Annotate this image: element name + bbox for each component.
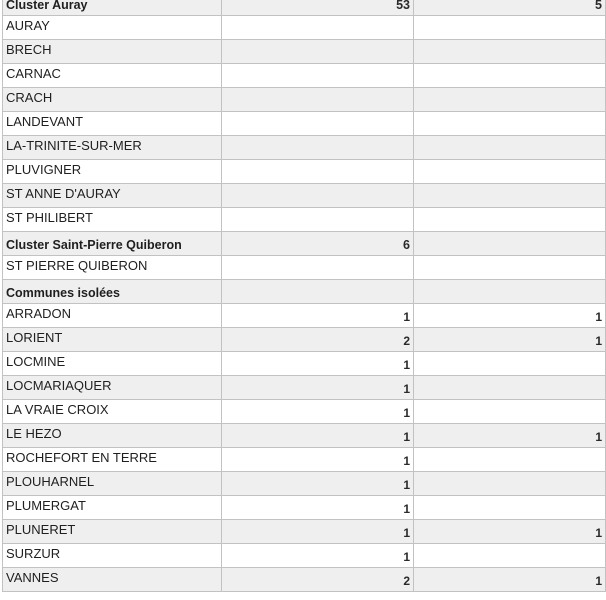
table-row bbox=[3, 40, 606, 64]
value-cell-2 bbox=[414, 544, 606, 568]
value-cell-2 bbox=[414, 160, 606, 184]
commune-name-cell: LORIENT bbox=[3, 328, 222, 352]
commune-name-cell: BRECH bbox=[3, 40, 222, 64]
value-cell-1 bbox=[222, 16, 414, 40]
commune-name-cell: LE HEZO bbox=[3, 424, 222, 448]
value-cell-1: 1 bbox=[222, 520, 414, 544]
group-name-cell: Cluster Auray bbox=[3, 0, 222, 16]
table-row bbox=[3, 424, 606, 448]
value-cell-2 bbox=[414, 352, 606, 376]
value-cell-2: 5 bbox=[414, 0, 606, 16]
group-header-row bbox=[3, 232, 606, 256]
table-row bbox=[3, 376, 606, 400]
value-cell-1: 6 bbox=[222, 232, 414, 256]
cluster-table bbox=[2, 0, 606, 592]
value-cell-2 bbox=[414, 16, 606, 40]
table-row bbox=[3, 208, 606, 232]
value-cell-2: 1 bbox=[414, 520, 606, 544]
value-cell-1: 1 bbox=[222, 544, 414, 568]
value-cell-1 bbox=[222, 256, 414, 280]
commune-name-cell: PLUVIGNER bbox=[3, 160, 222, 184]
commune-name-cell: CRACH bbox=[3, 88, 222, 112]
value-cell-1 bbox=[222, 40, 414, 64]
table-row bbox=[3, 496, 606, 520]
value-cell-1: 1 bbox=[222, 376, 414, 400]
value-cell-1: 1 bbox=[222, 400, 414, 424]
table-row bbox=[3, 16, 606, 40]
commune-name-cell: CARNAC bbox=[3, 64, 222, 88]
value-cell-2 bbox=[414, 208, 606, 232]
group-name-cell: Communes isolées bbox=[3, 280, 222, 304]
value-cell-2 bbox=[414, 232, 606, 256]
value-cell-2 bbox=[414, 88, 606, 112]
value-cell-2 bbox=[414, 448, 606, 472]
commune-name-cell: PLOUHARNEL bbox=[3, 472, 222, 496]
table-row bbox=[3, 304, 606, 328]
value-cell-2 bbox=[414, 136, 606, 160]
value-cell-2 bbox=[414, 112, 606, 136]
value-cell-1: 1 bbox=[222, 304, 414, 328]
value-cell-2 bbox=[414, 496, 606, 520]
value-cell-2 bbox=[414, 184, 606, 208]
value-cell-1 bbox=[222, 112, 414, 136]
value-cell-2: 1 bbox=[414, 304, 606, 328]
value-cell-1: 1 bbox=[222, 424, 414, 448]
commune-name-cell: PLUNERET bbox=[3, 520, 222, 544]
value-cell-1 bbox=[222, 184, 414, 208]
commune-name-cell: VANNES bbox=[3, 568, 222, 592]
table-row bbox=[3, 64, 606, 88]
value-cell-2 bbox=[414, 472, 606, 496]
value-cell-2 bbox=[414, 280, 606, 304]
value-cell-1: 2 bbox=[222, 328, 414, 352]
value-cell-1 bbox=[222, 160, 414, 184]
table-row bbox=[3, 136, 606, 160]
value-cell-1: 53 bbox=[222, 0, 414, 16]
commune-name-cell: ROCHEFORT EN TERRE bbox=[3, 448, 222, 472]
commune-name-cell: ARRADON bbox=[3, 304, 222, 328]
table-row bbox=[3, 160, 606, 184]
value-cell-1 bbox=[222, 64, 414, 88]
table-row bbox=[3, 520, 606, 544]
group-header-row bbox=[3, 280, 606, 304]
value-cell-2: 1 bbox=[414, 568, 606, 592]
table-row bbox=[3, 472, 606, 496]
table-row bbox=[3, 352, 606, 376]
value-cell-1: 1 bbox=[222, 448, 414, 472]
table-row bbox=[3, 400, 606, 424]
value-cell-2 bbox=[414, 256, 606, 280]
table-row bbox=[3, 112, 606, 136]
commune-name-cell: ST PHILIBERT bbox=[3, 208, 222, 232]
table-row bbox=[3, 544, 606, 568]
cluster-table-body bbox=[3, 0, 606, 592]
value-cell-1: 2 bbox=[222, 568, 414, 592]
value-cell-2 bbox=[414, 40, 606, 64]
value-cell-2 bbox=[414, 376, 606, 400]
value-cell-2: 1 bbox=[414, 424, 606, 448]
value-cell-1: 1 bbox=[222, 496, 414, 520]
commune-name-cell: ST PIERRE QUIBERON bbox=[3, 256, 222, 280]
table-row bbox=[3, 88, 606, 112]
commune-name-cell: LANDEVANT bbox=[3, 112, 222, 136]
commune-name-cell: SURZUR bbox=[3, 544, 222, 568]
value-cell-1 bbox=[222, 280, 414, 304]
commune-name-cell: LA-TRINITE-SUR-MER bbox=[3, 136, 222, 160]
table-row bbox=[3, 448, 606, 472]
value-cell-1 bbox=[222, 136, 414, 160]
value-cell-1 bbox=[222, 88, 414, 112]
table-row bbox=[3, 184, 606, 208]
table-row bbox=[3, 568, 606, 592]
commune-name-cell: PLUMERGAT bbox=[3, 496, 222, 520]
value-cell-1: 1 bbox=[222, 352, 414, 376]
commune-name-cell: AURAY bbox=[3, 16, 222, 40]
value-cell-1: 1 bbox=[222, 472, 414, 496]
commune-name-cell: LOCMARIAQUER bbox=[3, 376, 222, 400]
value-cell-2: 1 bbox=[414, 328, 606, 352]
commune-name-cell: LA VRAIE CROIX bbox=[3, 400, 222, 424]
value-cell-1 bbox=[222, 208, 414, 232]
commune-name-cell: LOCMINE bbox=[3, 352, 222, 376]
value-cell-2 bbox=[414, 400, 606, 424]
value-cell-2 bbox=[414, 64, 606, 88]
group-header-row bbox=[3, 0, 606, 16]
commune-name-cell: ST ANNE D'AURAY bbox=[3, 184, 222, 208]
table-row bbox=[3, 328, 606, 352]
group-name-cell: Cluster Saint-Pierre Quiberon bbox=[3, 232, 222, 256]
table-row bbox=[3, 256, 606, 280]
